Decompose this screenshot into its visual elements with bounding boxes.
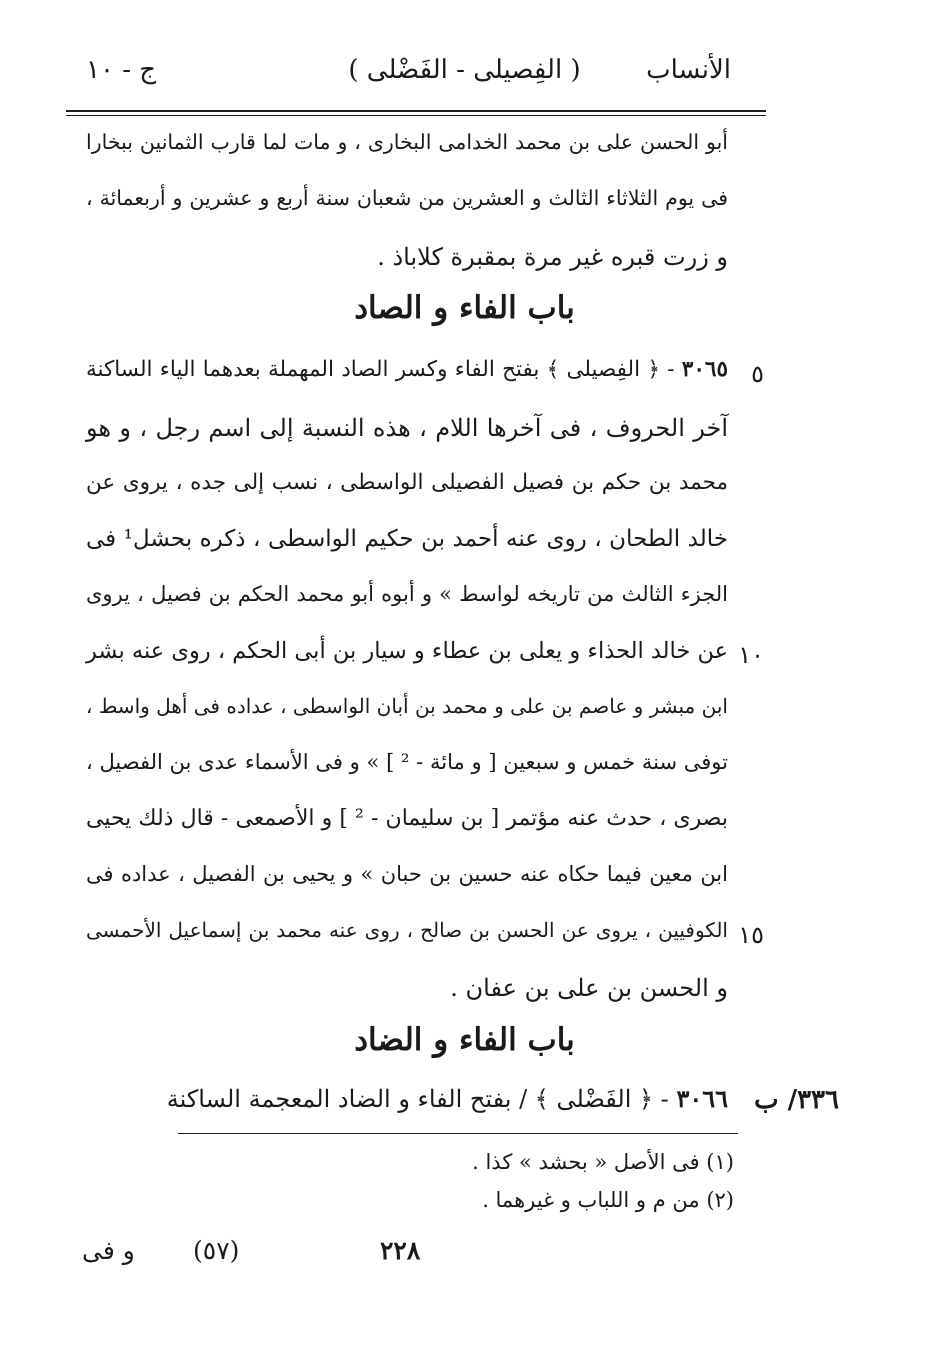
entry-first-line [86, 357, 728, 383]
footnote: (١) فى الأصل « بحشد » كذا . [472, 1150, 734, 1174]
text-line: و الحسن بن على بن عفان . [450, 974, 728, 1002]
text-line: و زرت قبره غير مرة بمقبرة كلاباذ . [377, 243, 728, 271]
sheet-number: (٥٧) [193, 1236, 240, 1265]
catchword: و فى [82, 1236, 135, 1265]
text-line: بصرى ، حدث عنه مؤتمر [ بن سليمان - ² ] و الأصمعى - قال ذلك يحيى [86, 806, 728, 831]
line-number: ١٥ [738, 921, 764, 949]
line-number: ١٠ [738, 641, 764, 669]
header-rule-thin [66, 115, 766, 116]
text-line: آخر الحروف ، فى آخرها اللام ، هذه النسبة إلى اسم رجل ، و هو [86, 414, 728, 442]
text-line: الجزء الثالث من تاريخه لواسط » و أبوه أبو محمد الحكم بن فصيل ، يروى [86, 582, 728, 606]
line-number: ٥ [751, 360, 764, 388]
text-line: عن خالد الحذاء و يعلى بن عطاء و سيار بن أبى الحكم ، روى عنه بشر [86, 638, 728, 664]
running-head-title: ( الفِصيلى - الفَضْلى ) [348, 55, 581, 85]
text-line: محمد بن حكم بن فصيل الفصيلى الواسطى ، نسب إلى جده ، يروى عن [86, 470, 728, 495]
entry-text: - ﴿ الفَضْلى ﴾ / بفتح الفاء و الضاد المعجمة الساكنة [166, 1085, 669, 1113]
page-number: ٢٢٨ [380, 1236, 421, 1265]
entry-number: ٣٠٦٦ [676, 1084, 728, 1113]
text-line: ابن مبشر و عاصم بن على و محمد بن أبان الواسطى ، عداده فى أهل واسط ، [86, 694, 728, 718]
text-line: توفى سنة خمس و سبعين [ و مائة - ² ] » و فى الأسماء عدى بن الفصيل ، [86, 750, 728, 774]
entry-first-line [86, 1085, 728, 1114]
header-rule [66, 110, 766, 112]
running-head-book: الأنساب [646, 55, 731, 85]
section-heading: باب الفاء و الصاد [354, 290, 575, 326]
text-line: الكوفيين ، يروى عن الحسن بن صالح ، روى عنه محمد بن إسماعيل الأحمسى [86, 918, 728, 942]
footnote: (٢) من م و اللباب و غيرهما . [482, 1188, 734, 1212]
text-line: أبو الحسن على بن محمد الخدامى البخارى ، و مات لما قارب الثمانين ببخارا [86, 130, 728, 154]
footnote-rule [178, 1133, 738, 1134]
entry-number: ٣٠٦٥ [681, 357, 728, 382]
folio-margin-reference: ٣٣٦/ ب [754, 1085, 839, 1115]
text-line: ابن معين فيما حكاه عنه حسين بن حبان » و يحيى بن الفصيل ، عداده فى [86, 862, 728, 886]
text-line: فى يوم الثلاثاء الثالث و العشرين من شعبان سنة أربع و عشرين و أربعمائة ، [86, 186, 728, 210]
entry-text: - ﴿ الفِصيلى ﴾ بفتح الفاء وكسر الصاد المهملة بعدهما الياء الساكنة [86, 357, 675, 382]
text-line: خالد الطحان ، روى عنه أحمد بن حكيم الواسطى ، ذكره بحشل¹ فى [86, 526, 728, 552]
section-heading: باب الفاء و الضاد [354, 1022, 575, 1058]
running-head-volume: ج - ١٠ [86, 55, 157, 85]
